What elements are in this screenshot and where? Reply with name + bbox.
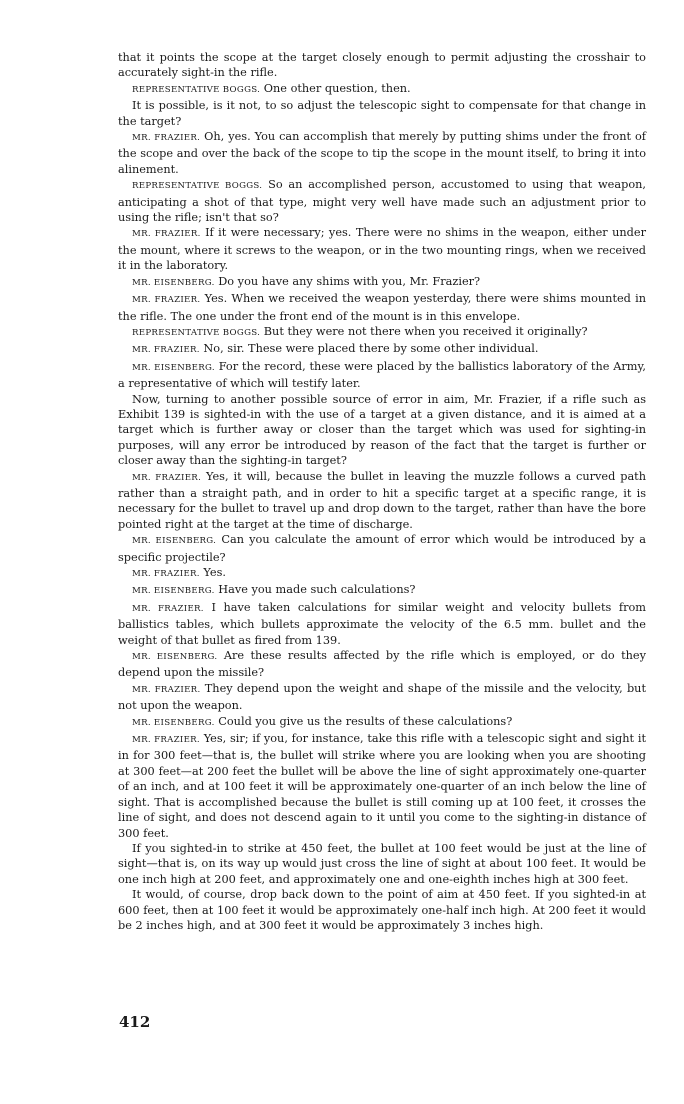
paragraph bbox=[118, 98, 646, 129]
paragraph bbox=[118, 50, 646, 81]
speaker-label: MR. EISENBERG. bbox=[132, 717, 215, 728]
paragraph-text: Are these results affected by the rifle which is employed, or do they depend upon the missile? bbox=[118, 649, 646, 680]
paragraph bbox=[118, 291, 646, 324]
speaker-label: MR. FRAZIER. bbox=[132, 569, 200, 579]
speaker-label: REPRESENTATIVE BOGGS. bbox=[132, 181, 263, 192]
paragraph bbox=[118, 341, 646, 358]
speaker-label: MR. EISENBERG. bbox=[132, 362, 215, 373]
paragraph-text: I have taken calculations for similar weight and velocity bullets from ballistics tables, which bullets approximate the velocity of the 6.5 mm. bullet and the weight of that bullet as fired from 139. bbox=[118, 600, 646, 647]
paragraph-text: Yes, it will, because the bullet in leaving the muzzle follows a curved path rather than a straight path, and in order to hit a specific target at a specific range, it is necessary for the bullet to travel up and drop down to the target, rather than have the bore pointed right at the target at the time of discharge. bbox=[118, 469, 646, 531]
speaker-label: MR. EISENBERG. bbox=[132, 536, 217, 547]
paragraph bbox=[118, 274, 646, 291]
paragraph-text: Yes. bbox=[203, 566, 226, 579]
paragraph bbox=[118, 129, 646, 177]
paragraph-text: No, sir. These were placed there by some other individual. bbox=[203, 342, 539, 356]
paragraph-text: Can you calculate the amount of error which would be introduced by a specific projectile? bbox=[118, 533, 646, 564]
speaker-label: REPRESENTATIVE BOGGS. bbox=[132, 84, 261, 95]
paragraph bbox=[118, 600, 646, 648]
paragraph bbox=[118, 841, 646, 887]
speaker-label: MR. FRAZIER. bbox=[132, 603, 204, 614]
paragraph bbox=[118, 582, 646, 599]
paragraph bbox=[118, 731, 646, 841]
speaker-label: MR. FRAZIER. bbox=[132, 345, 200, 356]
paragraph-text: It is possible, is it not, to so adjust the telescopic sight to compensate for that change in the target? bbox=[118, 99, 646, 128]
document-page bbox=[118, 50, 646, 933]
paragraph-text: Do you have any shims with you, Mr. Frazier? bbox=[218, 274, 481, 288]
speaker-label: MR. FRAZIER. bbox=[132, 133, 201, 144]
paragraph bbox=[118, 225, 646, 273]
speaker-label: MR. EISENBERG. bbox=[132, 652, 218, 663]
paragraph bbox=[118, 324, 646, 341]
speaker-label: MR. FRAZIER. bbox=[132, 472, 202, 483]
speaker-label: MR. FRAZIER. bbox=[132, 229, 201, 240]
paragraph bbox=[118, 565, 646, 582]
paragraph bbox=[118, 648, 646, 681]
paragraph bbox=[118, 681, 646, 714]
paragraph-text: Yes, sir; if you, for instance, take this rifle with a telescopic sight and sight it in for 300 feet—that is, the bullet will strike where you are looking when you are shooting at 300 feet—at 200 feet the bullet will be above the line of sight approximately one-quarter of an inch, and at 100 feet it will be approximately one-quarter of an inch below the line of sight. That is accomplished because the bullet is still coming up at 100 feet, it crosses the line of sight, and does not descend again to it until you come to the sighting-in distance of 300 feet. bbox=[118, 732, 646, 840]
paragraph-text: For the record, these were placed by the ballistics laboratory of the Army, a representative of which will testify later. bbox=[118, 359, 646, 391]
speaker-label: MR. EISENBERG. bbox=[132, 277, 215, 288]
paragraph-text: Yes. When we received the weapon yesterday, there were shims mounted in the rifle. The one under the front end of the mount is in this envelope. bbox=[118, 292, 646, 323]
paragraph bbox=[118, 469, 646, 533]
paragraph bbox=[118, 532, 646, 565]
paragraph bbox=[118, 714, 646, 731]
paragraph bbox=[118, 359, 646, 392]
page-number: 412 bbox=[119, 1013, 151, 1031]
paragraph-text: But they were not there when you received it originally? bbox=[263, 324, 588, 338]
paragraph bbox=[118, 887, 646, 933]
paragraph-text: They depend upon the weight and shape of the missile and the velocity, but not upon the weapon. bbox=[118, 681, 646, 713]
paragraph-text: So an accomplished person, accustomed to using that weapon, anticipating a shot of that type, might very well have made such an adjustment prior to using the rifle; isn't that so? bbox=[118, 178, 646, 225]
paragraph-text: If you sighted-in to strike at 450 feet, the bullet at 100 feet would be just at the line of sight—that is, on its way up would just cross the line of sight at about 100 feet. It would be one inch high at 200 feet, and approximately one and one-eighth inches high at 300 feet. bbox=[118, 841, 646, 886]
paragraph bbox=[118, 392, 646, 469]
paragraph-text: Now, turning to another possible source of error in aim, Mr. Frazier, if a rifle such as Exhibit 139 is sighted-in with the use of a target at a given distance, and it is aimed at a target which is further away or closer than the target which was used for sighting-in purposes, will any error be introduced by reason of the fact that the target is further or closer away than the sighting-in target? bbox=[118, 392, 646, 468]
paragraph-text: Have you made such calculations? bbox=[218, 583, 416, 597]
paragraph-text: that it points the scope at the target closely enough to permit adjusting the crosshair to accurately sight-in the rifle. bbox=[118, 51, 646, 80]
speaker-label: MR. EISENBERG. bbox=[132, 586, 215, 597]
paragraph-text: It would, of course, drop back down to the point of aim at 450 feet. If you sighted-in at 600 feet, then at 100 feet it would be approximately one-half inch high. At 200 feet it would be 2 inches high, and at 300 feet it would be approximately 3 inches high. bbox=[118, 888, 646, 932]
paragraph-text: One other question, then. bbox=[263, 81, 411, 95]
paragraph-text: Could you give us the results of these calculations? bbox=[218, 714, 513, 728]
speaker-label: MR. FRAZIER. bbox=[132, 295, 201, 306]
speaker-label: REPRESENTATIVE BOGGS. bbox=[132, 327, 261, 338]
speaker-label: MR. FRAZIER. bbox=[132, 684, 201, 695]
paragraph bbox=[118, 81, 646, 98]
paragraph-text: Oh, yes. You can accomplish that merely by putting shims under the front of the scope and over the back of the scope to tip the scope in the mount itself, to bring it into alinement. bbox=[118, 130, 646, 176]
paragraph-text: If it were necessary; yes. There were no shims in the weapon, either under the mount, where it screws to the weapon, or in the two mounting rings, when we received it in the laboratory. bbox=[118, 226, 646, 273]
paragraph bbox=[118, 177, 646, 225]
speaker-label: MR. FRAZIER. bbox=[132, 735, 200, 746]
